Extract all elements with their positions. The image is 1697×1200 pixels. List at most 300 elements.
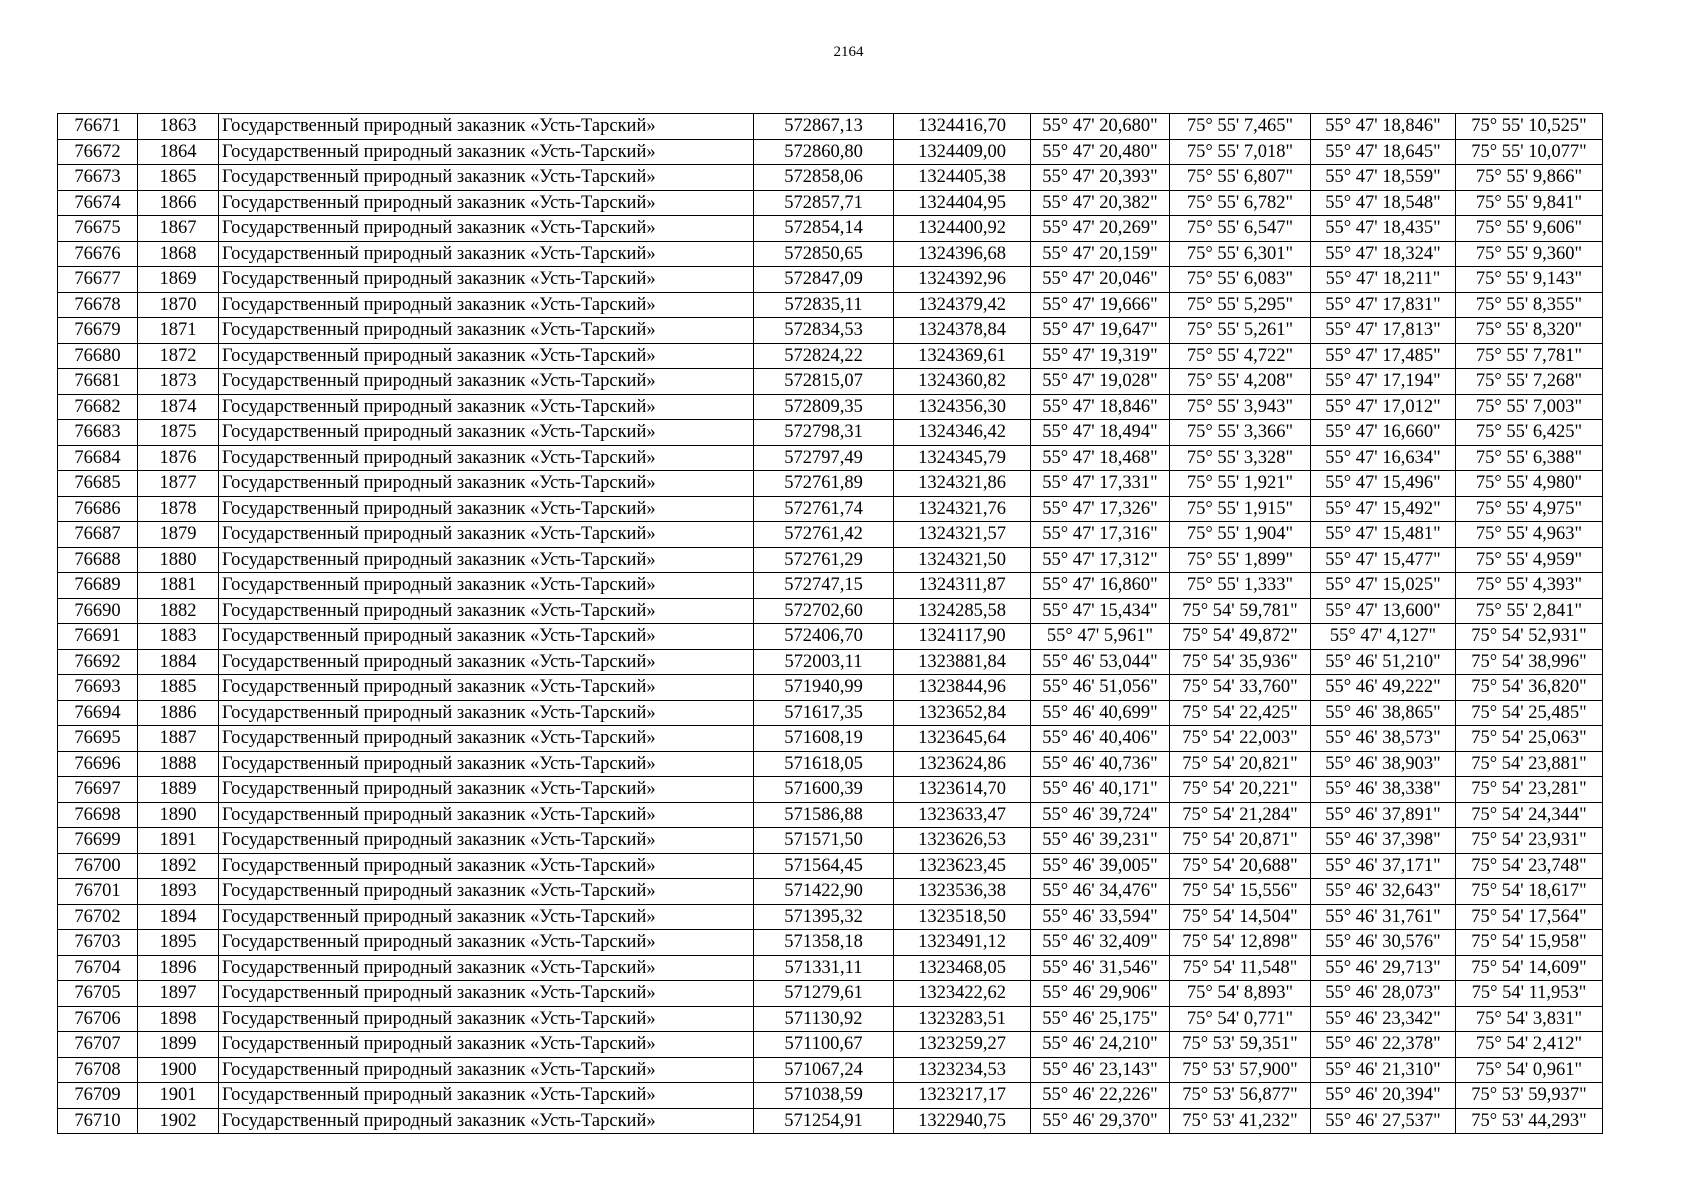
latitude-2-cell: 55° 47' 18,324" [1311,241,1456,267]
table-row [58,318,1603,344]
table-row [58,930,1603,956]
longitude-2-cell: 75° 54' 38,996" [1456,649,1603,675]
y-coordinate-cell: 1323217,17 [894,1083,1031,1109]
table-row [58,343,1603,369]
row-index-cell: 76674 [58,190,138,216]
latitude-2-cell: 55° 46' 51,210" [1311,649,1456,675]
y-coordinate-cell: 1324416,70 [894,114,1031,140]
longitude-2-cell: 75° 53' 59,937" [1456,1083,1603,1109]
longitude-1-cell: 75° 54' 12,898" [1170,930,1311,956]
table-row [58,369,1603,395]
point-number-cell: 1866 [138,190,219,216]
object-name-cell: Государственный природный заказник «Усть-Тарский» [219,955,754,981]
latitude-2-cell: 55° 46' 37,171" [1311,853,1456,879]
point-number-cell: 1877 [138,471,219,497]
x-coordinate-cell: 572854,14 [754,216,894,242]
longitude-2-cell: 75° 54' 3,831" [1456,1006,1603,1032]
x-coordinate-cell: 571395,32 [754,904,894,930]
longitude-2-cell: 75° 53' 44,293" [1456,1108,1603,1134]
latitude-2-cell: 55° 46' 38,903" [1311,751,1456,777]
table-row [58,828,1603,854]
longitude-2-cell: 75° 55' 10,077" [1456,139,1603,165]
x-coordinate-cell: 572847,09 [754,267,894,293]
latitude-1-cell: 55° 47' 19,666" [1031,292,1170,318]
latitude-2-cell: 55° 46' 37,398" [1311,828,1456,854]
point-number-cell: 1888 [138,751,219,777]
x-coordinate-cell: 571571,50 [754,828,894,854]
longitude-2-cell: 75° 55' 4,959" [1456,547,1603,573]
row-index-cell: 76676 [58,241,138,267]
object-name-cell: Государственный природный заказник «Усть-Тарский» [219,394,754,420]
table-row [58,241,1603,267]
point-number-cell: 1901 [138,1083,219,1109]
row-index-cell: 76690 [58,598,138,624]
latitude-1-cell: 55° 46' 25,175" [1031,1006,1170,1032]
latitude-1-cell: 55° 46' 31,546" [1031,955,1170,981]
point-number-cell: 1876 [138,445,219,471]
longitude-2-cell: 75° 55' 4,980" [1456,471,1603,497]
object-name-cell: Государственный природный заказник «Усть-Тарский» [219,700,754,726]
x-coordinate-cell: 572809,35 [754,394,894,420]
object-name-cell: Государственный природный заказник «Усть-Тарский» [219,1083,754,1109]
point-number-cell: 1900 [138,1057,219,1083]
x-coordinate-cell: 571608,19 [754,726,894,752]
point-number-cell: 1875 [138,420,219,446]
latitude-1-cell: 55° 46' 32,409" [1031,930,1170,956]
row-index-cell: 76708 [58,1057,138,1083]
longitude-1-cell: 75° 55' 3,943" [1170,394,1311,420]
longitude-1-cell: 75° 53' 59,351" [1170,1032,1311,1058]
table-row [58,777,1603,803]
object-name-cell: Государственный природный заказник «Усть-Тарский» [219,496,754,522]
object-name-cell: Государственный природный заказник «Усть-Тарский» [219,522,754,548]
row-index-cell: 76677 [58,267,138,293]
y-coordinate-cell: 1324378,84 [894,318,1031,344]
row-index-cell: 76687 [58,522,138,548]
y-coordinate-cell: 1324400,92 [894,216,1031,242]
x-coordinate-cell: 571331,11 [754,955,894,981]
latitude-1-cell: 55° 47' 17,331" [1031,471,1170,497]
row-index-cell: 76682 [58,394,138,420]
longitude-1-cell: 75° 54' 20,221" [1170,777,1311,803]
row-index-cell: 76701 [58,879,138,905]
row-index-cell: 76679 [58,318,138,344]
latitude-2-cell: 55° 47' 16,634" [1311,445,1456,471]
object-name-cell: Государственный природный заказник «Усть-Тарский» [219,420,754,446]
longitude-1-cell: 75° 55' 1,333" [1170,573,1311,599]
object-name-cell: Государственный природный заказник «Усть-Тарский» [219,190,754,216]
x-coordinate-cell: 572867,13 [754,114,894,140]
point-number-cell: 1884 [138,649,219,675]
longitude-2-cell: 75° 55' 9,360" [1456,241,1603,267]
longitude-2-cell: 75° 55' 7,268" [1456,369,1603,395]
longitude-1-cell: 75° 55' 6,083" [1170,267,1311,293]
y-coordinate-cell: 1324345,79 [894,445,1031,471]
longitude-1-cell: 75° 54' 21,284" [1170,802,1311,828]
x-coordinate-cell: 572761,89 [754,471,894,497]
latitude-2-cell: 55° 47' 17,831" [1311,292,1456,318]
latitude-2-cell: 55° 46' 22,378" [1311,1032,1456,1058]
object-name-cell: Государственный природный заказник «Усть-Тарский» [219,1057,754,1083]
longitude-1-cell: 75° 54' 8,893" [1170,981,1311,1007]
latitude-2-cell: 55° 46' 38,338" [1311,777,1456,803]
longitude-2-cell: 75° 54' 0,961" [1456,1057,1603,1083]
table-row [58,522,1603,548]
row-index-cell: 76699 [58,828,138,854]
row-index-cell: 76685 [58,471,138,497]
object-name-cell: Государственный природный заказник «Усть-Тарский» [219,267,754,293]
point-number-cell: 1863 [138,114,219,140]
longitude-1-cell: 75° 55' 3,366" [1170,420,1311,446]
longitude-2-cell: 75° 55' 9,606" [1456,216,1603,242]
longitude-2-cell: 75° 55' 6,425" [1456,420,1603,446]
latitude-1-cell: 55° 47' 20,046" [1031,267,1170,293]
y-coordinate-cell: 1323491,12 [894,930,1031,956]
x-coordinate-cell: 571617,35 [754,700,894,726]
table-row [58,1006,1603,1032]
y-coordinate-cell: 1323614,70 [894,777,1031,803]
longitude-2-cell: 75° 54' 15,958" [1456,930,1603,956]
longitude-2-cell: 75° 55' 8,320" [1456,318,1603,344]
longitude-2-cell: 75° 54' 17,564" [1456,904,1603,930]
latitude-1-cell: 55° 47' 19,028" [1031,369,1170,395]
object-name-cell: Государственный природный заказник «Усть-Тарский» [219,343,754,369]
x-coordinate-cell: 571940,99 [754,675,894,701]
object-name-cell: Государственный природный заказник «Усть-Тарский» [219,802,754,828]
latitude-2-cell: 55° 46' 38,573" [1311,726,1456,752]
latitude-2-cell: 55° 47' 15,496" [1311,471,1456,497]
row-index-cell: 76671 [58,114,138,140]
longitude-2-cell: 75° 55' 2,841" [1456,598,1603,624]
point-number-cell: 1872 [138,343,219,369]
latitude-1-cell: 55° 46' 39,231" [1031,828,1170,854]
row-index-cell: 76707 [58,1032,138,1058]
row-index-cell: 76700 [58,853,138,879]
object-name-cell: Государственный природный заказник «Усть-Тарский» [219,1006,754,1032]
longitude-2-cell: 75° 54' 52,931" [1456,624,1603,650]
table-row [58,420,1603,446]
y-coordinate-cell: 1324321,76 [894,496,1031,522]
longitude-1-cell: 75° 55' 6,782" [1170,190,1311,216]
latitude-1-cell: 55° 46' 40,699" [1031,700,1170,726]
longitude-1-cell: 75° 55' 1,921" [1170,471,1311,497]
y-coordinate-cell: 1324311,87 [894,573,1031,599]
longitude-1-cell: 75° 54' 14,504" [1170,904,1311,930]
latitude-2-cell: 55° 46' 23,342" [1311,1006,1456,1032]
latitude-2-cell: 55° 46' 38,865" [1311,700,1456,726]
latitude-2-cell: 55° 46' 49,222" [1311,675,1456,701]
latitude-1-cell: 55° 47' 18,468" [1031,445,1170,471]
longitude-1-cell: 75° 53' 41,232" [1170,1108,1311,1134]
object-name-cell: Государственный природный заказник «Усть-Тарский» [219,828,754,854]
row-index-cell: 76683 [58,420,138,446]
point-number-cell: 1869 [138,267,219,293]
point-number-cell: 1870 [138,292,219,318]
longitude-1-cell: 75° 54' 22,425" [1170,700,1311,726]
row-index-cell: 76702 [58,904,138,930]
latitude-1-cell: 55° 47' 17,312" [1031,547,1170,573]
longitude-1-cell: 75° 55' 1,899" [1170,547,1311,573]
x-coordinate-cell: 572797,49 [754,445,894,471]
x-coordinate-cell: 571038,59 [754,1083,894,1109]
row-index-cell: 76694 [58,700,138,726]
latitude-1-cell: 55° 46' 40,736" [1031,751,1170,777]
row-index-cell: 76703 [58,930,138,956]
row-index-cell: 76706 [58,1006,138,1032]
latitude-1-cell: 55° 46' 40,171" [1031,777,1170,803]
longitude-2-cell: 75° 54' 23,931" [1456,828,1603,854]
y-coordinate-cell: 1324405,38 [894,165,1031,191]
latitude-2-cell: 55° 47' 15,481" [1311,522,1456,548]
table-row [58,1057,1603,1083]
longitude-1-cell: 75° 55' 4,722" [1170,343,1311,369]
point-number-cell: 1887 [138,726,219,752]
table-row [58,598,1603,624]
longitude-1-cell: 75° 54' 11,548" [1170,955,1311,981]
table-row [58,573,1603,599]
longitude-1-cell: 75° 55' 4,208" [1170,369,1311,395]
latitude-2-cell: 55° 47' 17,813" [1311,318,1456,344]
table-row [58,1083,1603,1109]
point-number-cell: 1873 [138,369,219,395]
point-number-cell: 1894 [138,904,219,930]
latitude-2-cell: 55° 47' 18,435" [1311,216,1456,242]
longitude-1-cell: 75° 54' 33,760" [1170,675,1311,701]
object-name-cell: Государственный природный заказник «Усть-Тарский» [219,777,754,803]
point-number-cell: 1889 [138,777,219,803]
table-row [58,471,1603,497]
x-coordinate-cell: 571100,67 [754,1032,894,1058]
latitude-1-cell: 55° 46' 51,056" [1031,675,1170,701]
y-coordinate-cell: 1324392,96 [894,267,1031,293]
longitude-2-cell: 75° 54' 23,748" [1456,853,1603,879]
y-coordinate-cell: 1324321,50 [894,547,1031,573]
longitude-2-cell: 75° 55' 6,388" [1456,445,1603,471]
row-index-cell: 76697 [58,777,138,803]
latitude-2-cell: 55° 47' 18,645" [1311,139,1456,165]
latitude-1-cell: 55° 47' 20,680" [1031,114,1170,140]
longitude-2-cell: 75° 54' 14,609" [1456,955,1603,981]
latitude-2-cell: 55° 47' 17,012" [1311,394,1456,420]
y-coordinate-cell: 1323468,05 [894,955,1031,981]
latitude-1-cell: 55° 47' 20,159" [1031,241,1170,267]
object-name-cell: Государственный природный заказник «Усть-Тарский» [219,675,754,701]
latitude-1-cell: 55° 46' 39,724" [1031,802,1170,828]
latitude-2-cell: 55° 47' 15,492" [1311,496,1456,522]
latitude-2-cell: 55° 47' 13,600" [1311,598,1456,624]
table-row [58,802,1603,828]
y-coordinate-cell: 1324396,68 [894,241,1031,267]
row-index-cell: 76678 [58,292,138,318]
point-number-cell: 1890 [138,802,219,828]
y-coordinate-cell: 1324356,30 [894,394,1031,420]
latitude-1-cell: 55° 47' 18,494" [1031,420,1170,446]
point-number-cell: 1898 [138,1006,219,1032]
row-index-cell: 76689 [58,573,138,599]
x-coordinate-cell: 572702,60 [754,598,894,624]
x-coordinate-cell: 572857,71 [754,190,894,216]
y-coordinate-cell: 1322940,75 [894,1108,1031,1134]
point-number-cell: 1879 [138,522,219,548]
point-number-cell: 1864 [138,139,219,165]
object-name-cell: Государственный природный заказник «Усть-Тарский» [219,114,754,140]
row-index-cell: 76686 [58,496,138,522]
y-coordinate-cell: 1324321,57 [894,522,1031,548]
latitude-2-cell: 55° 46' 37,891" [1311,802,1456,828]
longitude-1-cell: 75° 54' 15,556" [1170,879,1311,905]
row-index-cell: 76709 [58,1083,138,1109]
table-row [58,292,1603,318]
point-number-cell: 1883 [138,624,219,650]
object-name-cell: Государственный природный заказник «Усть-Тарский» [219,624,754,650]
x-coordinate-cell: 571254,91 [754,1108,894,1134]
table-row [58,853,1603,879]
longitude-1-cell: 75° 54' 22,003" [1170,726,1311,752]
table-row [58,981,1603,1007]
longitude-2-cell: 75° 54' 23,881" [1456,751,1603,777]
row-index-cell: 76692 [58,649,138,675]
page-number: 2164 [833,44,864,60]
point-number-cell: 1885 [138,675,219,701]
object-name-cell: Государственный природный заказник «Усть-Тарский» [219,445,754,471]
row-index-cell: 76696 [58,751,138,777]
latitude-1-cell: 55° 47' 19,647" [1031,318,1170,344]
longitude-2-cell: 75° 54' 11,953" [1456,981,1603,1007]
y-coordinate-cell: 1324379,42 [894,292,1031,318]
table-row [58,394,1603,420]
object-name-cell: Государственный природный заказник «Усть-Тарский» [219,879,754,905]
longitude-2-cell: 75° 54' 23,281" [1456,777,1603,803]
latitude-2-cell: 55° 46' 31,761" [1311,904,1456,930]
y-coordinate-cell: 1323536,38 [894,879,1031,905]
latitude-1-cell: 55° 47' 20,480" [1031,139,1170,165]
latitude-2-cell: 55° 47' 15,477" [1311,547,1456,573]
latitude-2-cell: 55° 46' 20,394" [1311,1083,1456,1109]
table-row [58,445,1603,471]
object-name-cell: Государственный природный заказник «Усть-Тарский» [219,853,754,879]
longitude-2-cell: 75° 55' 9,841" [1456,190,1603,216]
y-coordinate-cell: 1323624,86 [894,751,1031,777]
object-name-cell: Государственный природный заказник «Усть-Тарский» [219,751,754,777]
point-number-cell: 1880 [138,547,219,573]
object-name-cell: Государственный природный заказник «Усть-Тарский» [219,573,754,599]
object-name-cell: Государственный природный заказник «Усть-Тарский» [219,726,754,752]
table-row [58,955,1603,981]
latitude-1-cell: 55° 46' 53,044" [1031,649,1170,675]
y-coordinate-cell: 1324346,42 [894,420,1031,446]
row-index-cell: 76691 [58,624,138,650]
row-index-cell: 76693 [58,675,138,701]
latitude-2-cell: 55° 47' 18,846" [1311,114,1456,140]
latitude-1-cell: 55° 46' 33,594" [1031,904,1170,930]
longitude-1-cell: 75° 53' 56,877" [1170,1083,1311,1109]
longitude-1-cell: 75° 55' 7,465" [1170,114,1311,140]
row-index-cell: 76710 [58,1108,138,1134]
longitude-2-cell: 75° 55' 4,975" [1456,496,1603,522]
latitude-2-cell: 55° 47' 18,211" [1311,267,1456,293]
longitude-2-cell: 75° 55' 7,781" [1456,343,1603,369]
latitude-1-cell: 55° 46' 39,005" [1031,853,1170,879]
x-coordinate-cell: 571279,61 [754,981,894,1007]
row-index-cell: 76695 [58,726,138,752]
object-name-cell: Государственный природный заказник «Усть-Тарский» [219,471,754,497]
longitude-1-cell: 75° 54' 20,688" [1170,853,1311,879]
y-coordinate-cell: 1324360,82 [894,369,1031,395]
longitude-2-cell: 75° 54' 2,412" [1456,1032,1603,1058]
table-row [58,267,1603,293]
longitude-1-cell: 75° 55' 6,807" [1170,165,1311,191]
x-coordinate-cell: 572834,53 [754,318,894,344]
y-coordinate-cell: 1324404,95 [894,190,1031,216]
latitude-1-cell: 55° 47' 19,319" [1031,343,1170,369]
y-coordinate-cell: 1323623,45 [894,853,1031,879]
latitude-2-cell: 55° 46' 28,073" [1311,981,1456,1007]
object-name-cell: Государственный природный заказник «Усть-Тарский» [219,1108,754,1134]
point-number-cell: 1868 [138,241,219,267]
object-name-cell: Государственный природный заказник «Усть-Тарский» [219,292,754,318]
latitude-1-cell: 55° 46' 22,226" [1031,1083,1170,1109]
x-coordinate-cell: 572815,07 [754,369,894,395]
coordinates-table [57,113,1603,1134]
row-index-cell: 76698 [58,802,138,828]
latitude-2-cell: 55° 46' 27,537" [1311,1108,1456,1134]
longitude-1-cell: 75° 55' 3,328" [1170,445,1311,471]
object-name-cell: Государственный природный заказник «Усть-Тарский» [219,369,754,395]
latitude-1-cell: 55° 46' 29,906" [1031,981,1170,1007]
table-row [58,726,1603,752]
latitude-1-cell: 55° 47' 15,434" [1031,598,1170,624]
latitude-1-cell: 55° 46' 40,406" [1031,726,1170,752]
longitude-1-cell: 75° 54' 49,872" [1170,624,1311,650]
y-coordinate-cell: 1324409,00 [894,139,1031,165]
longitude-1-cell: 75° 55' 7,018" [1170,139,1311,165]
point-number-cell: 1881 [138,573,219,599]
x-coordinate-cell: 571564,45 [754,853,894,879]
latitude-2-cell: 55° 46' 30,576" [1311,930,1456,956]
x-coordinate-cell: 572003,11 [754,649,894,675]
latitude-2-cell: 55° 47' 15,025" [1311,573,1456,599]
row-index-cell: 76680 [58,343,138,369]
latitude-2-cell: 55° 47' 16,660" [1311,420,1456,446]
y-coordinate-cell: 1324321,86 [894,471,1031,497]
object-name-cell: Государственный природный заказник «Усть-Тарский» [219,1032,754,1058]
y-coordinate-cell: 1323626,53 [894,828,1031,854]
x-coordinate-cell: 572858,06 [754,165,894,191]
y-coordinate-cell: 1323633,47 [894,802,1031,828]
y-coordinate-cell: 1324117,90 [894,624,1031,650]
x-coordinate-cell: 572761,74 [754,496,894,522]
x-coordinate-cell: 572860,80 [754,139,894,165]
y-coordinate-cell: 1323283,51 [894,1006,1031,1032]
longitude-2-cell: 75° 55' 10,525" [1456,114,1603,140]
latitude-1-cell: 55° 47' 17,326" [1031,496,1170,522]
x-coordinate-cell: 572761,29 [754,547,894,573]
x-coordinate-cell: 572850,65 [754,241,894,267]
longitude-1-cell: 75° 55' 1,915" [1170,496,1311,522]
latitude-1-cell: 55° 47' 20,269" [1031,216,1170,242]
table-row [58,190,1603,216]
longitude-1-cell: 75° 55' 1,904" [1170,522,1311,548]
longitude-1-cell: 75° 54' 35,936" [1170,649,1311,675]
row-index-cell: 76688 [58,547,138,573]
y-coordinate-cell: 1323881,84 [894,649,1031,675]
x-coordinate-cell: 572406,70 [754,624,894,650]
longitude-1-cell: 75° 54' 0,771" [1170,1006,1311,1032]
x-coordinate-cell: 571600,39 [754,777,894,803]
row-index-cell: 76705 [58,981,138,1007]
row-index-cell: 76704 [58,955,138,981]
table-row [58,675,1603,701]
